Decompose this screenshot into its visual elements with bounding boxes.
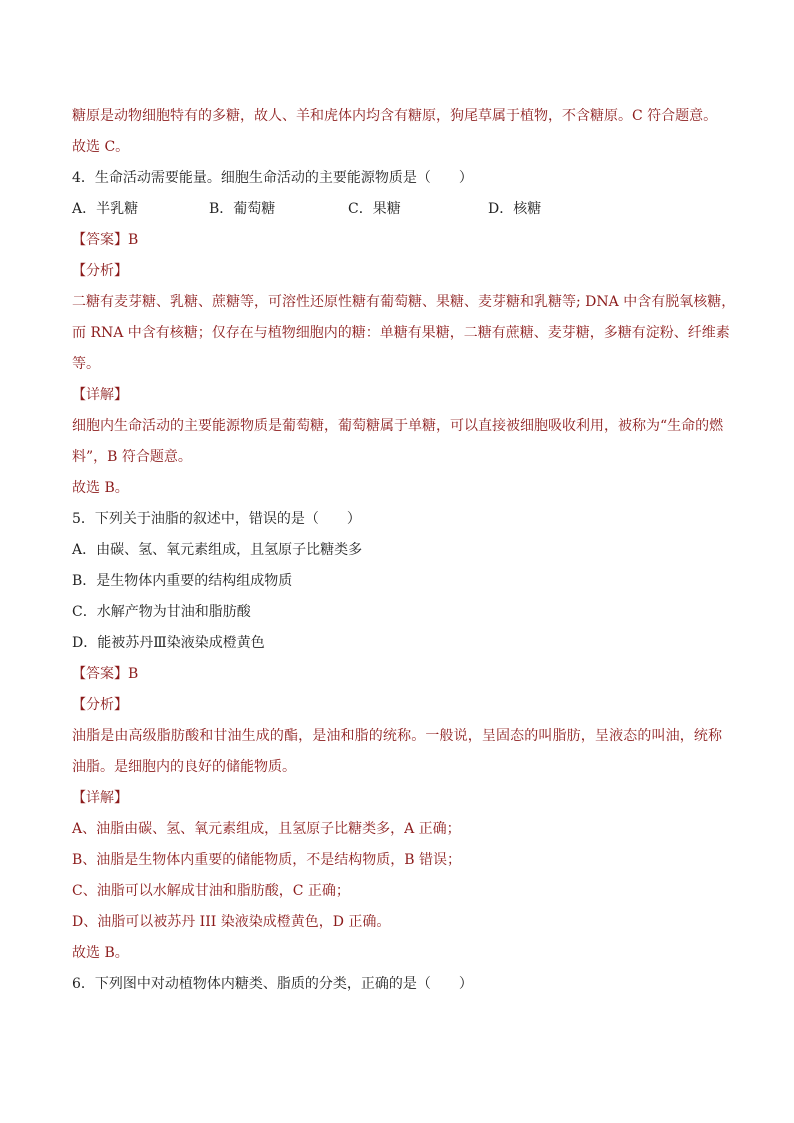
- q5-option-a: A．由碳、氢、氧元素组成，且氢原子比糖类多: [72, 542, 363, 558]
- q5-option-c: C．水解产物为甘油和脂肪酸: [72, 604, 251, 620]
- q4-detail-tag: 【详解】: [72, 387, 128, 403]
- q4-conclusion: 故选 B。: [72, 480, 129, 496]
- q5-conclusion: 故选 B。: [72, 945, 129, 961]
- q5-option-d: D．能被苏丹Ⅲ染液染成橙黄色: [72, 635, 265, 651]
- q4-detail-line: 细胞内生命活动的主要能源物质是葡萄糖，葡萄糖属于单糖，可以直接被细胞吸收利用，被称为“生命的燃: [72, 418, 724, 434]
- q5-analysis-line: 油脂是由高级脂肪酸和甘油生成的酯，是油和脂的统称。一般说，呈固态的叫脂肪，呈液态的叫油，统称: [72, 728, 722, 744]
- document-page: [72, 101, 736, 1000]
- q4-analysis-line: 等。: [72, 356, 100, 372]
- q5-detail-tag: 【详解】: [72, 790, 128, 806]
- prev-conclusion: 故选 C。: [72, 139, 130, 155]
- q4-answer: 【答案】B: [72, 232, 139, 248]
- q5-detail-line: D、油脂可以被苏丹 III 染液染成橙黄色，D 正确。: [72, 914, 391, 930]
- q4-analysis-line: 而 RNA 中含有核糖；仅存在与植物细胞内的糖：单糖有果糖，二糖有蔗糖、麦芽糖，多糖有淀粉、纤维素: [72, 325, 730, 341]
- q5-detail-line: B、油脂是生物体内重要的储能物质，不是结构物质，B 错误；: [72, 852, 462, 868]
- q5-detail-line: A、油脂由碳、氢、氧元素组成，且氢原子比糖类多，A 正确；: [72, 821, 461, 837]
- q5-stem: 5．下列关于油脂的叙述中，错误的是（ ）: [72, 511, 361, 527]
- q4-stem: 4．生命活动需要能量。细胞生命活动的主要能源物质是（ ）: [72, 170, 473, 186]
- q5-option-b: B．是生物体内重要的结构组成物质: [72, 573, 293, 589]
- q5-analysis-tag: 【分析】: [72, 697, 128, 713]
- q4-option-a: A．半乳糖: [72, 201, 139, 217]
- q5-analysis-line: 油脂。是细胞内的良好的储能物质。: [72, 759, 296, 775]
- prev-explanation-line: 糖原是动物细胞特有的多糖，故人、羊和虎体内均含有糖原，狗尾草属于植物，不含糖原。C 符合题意。: [72, 108, 718, 124]
- q4-detail-line: 料”，B 符合题意。: [72, 449, 192, 465]
- q4-analysis-tag: 【分析】: [72, 263, 128, 279]
- q4-option-c: C．果糖: [348, 201, 401, 217]
- q4-analysis-line: 二糖有麦芽糖、乳糖、蔗糖等，可溶性还原性糖有葡萄糖、果糖、麦芽糖和乳糖等; DNA 中含有脱氧核糖，: [72, 294, 736, 310]
- q5-detail-line: C、油脂可以水解成甘油和脂肪酸，C 正确；: [72, 883, 350, 899]
- q4-option-d: D．核糖: [488, 201, 542, 217]
- q5-answer: 【答案】B: [72, 666, 139, 682]
- q4-option-b: B．葡萄糖: [209, 201, 276, 217]
- q4-options: [72, 194, 732, 225]
- q6-stem: 6．下列图中对动植物体内糖类、脂质的分类，正确的是（ ）: [72, 976, 473, 992]
